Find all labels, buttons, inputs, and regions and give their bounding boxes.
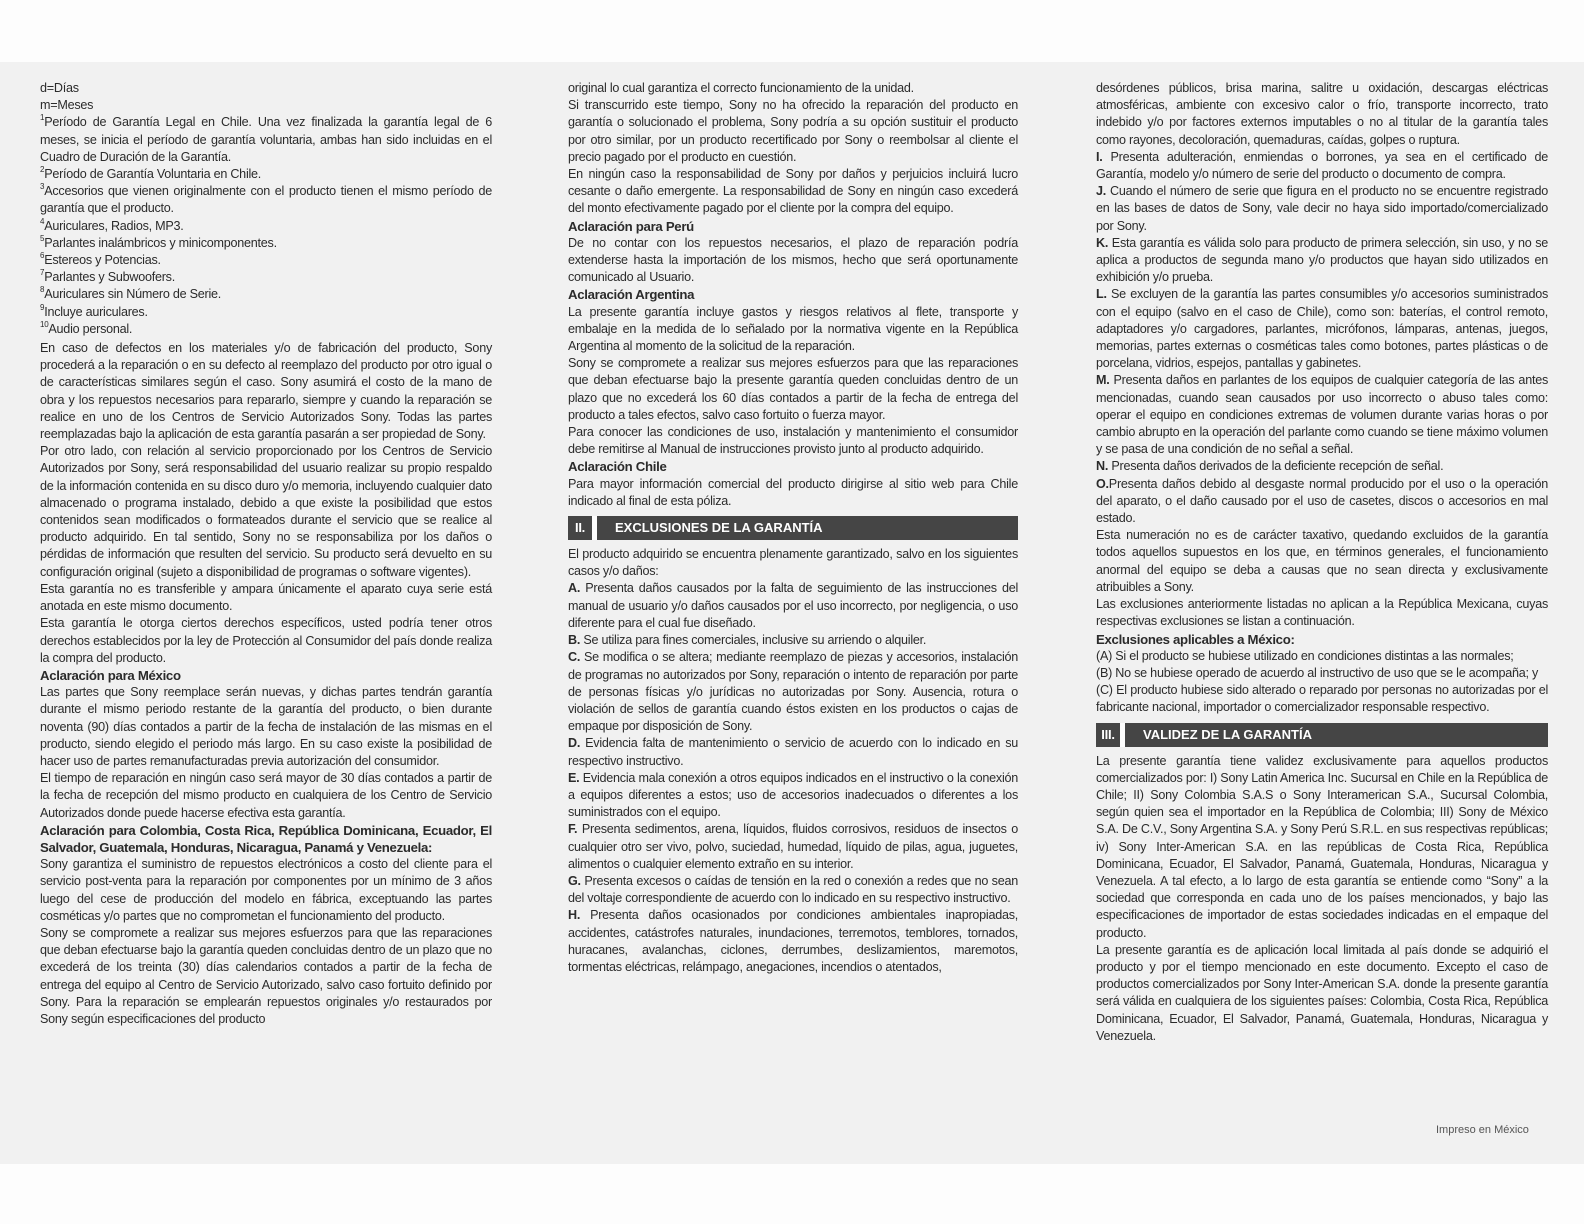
exclusion-item: D. Evidencia falta de mantenimiento o servicio de acuerdo con lo indicado en su respectivo instructivo. [568, 736, 1018, 768]
footnote: $^8$Auriculares sin Número de Serie. [40, 285, 221, 302]
column-2 [568, 80, 1018, 976]
exclusion-item: E. Evidencia mala conexión a otros equipos indicados en el instructivo o la conexión a equipos diferentes a estos; uso de accesorios inadecuados o diferentes a los suministrados con el equipo. [568, 770, 1019, 820]
column-3 [1096, 80, 1548, 1045]
paragraph-non-exhaustive: Esta numeración no es de carácter taxativo, quedando excluidos de la garantía todos aquellos supuestos en los que, en términos generales, el funcionamiento anormal del equipo se deba a causas que no sean directa y exclusivamente atribuibles a Sony. [1096, 528, 1548, 594]
footnote: $^5$Parlantes inalámbricos y minicomponentes. [40, 233, 277, 250]
exclusion-item: N. Presenta daños derivados de la deficiente recepción de señal. [1096, 459, 1444, 474]
heading-mexico: Aclaración para México [40, 667, 181, 683]
paragraph-backup: Por otro lado, con relación al servicio proporcionado por los Centros de Servicio Autorizados por Sony, será responsabilidad del usuario realizar su propio respaldo de la información contenida en su disco duro y/o memoria, incluyendo cualquier dato almacenado o programa instalado, debido a que existe la posibilidad que estos contenidos sean modificados o formateados durante el servicio que se realice al producto adquirido. En tal sentido, Sony no se responsabiliza por los daños o pérdidas de información que resulten del servicio. Su producto será devuelto en su configuración original (sujeto a disponibilidad de programas o software vigentes). [40, 444, 492, 579]
footnote: $^6$Estereos y Potencias. [40, 251, 161, 268]
heading-mexico-exclusions: Exclusiones aplicables a México: [1096, 631, 1295, 647]
paragraph-argentina-manual: Para conocer las condiciones de uso, instalación y mantenimiento el consumidor debe remitirse al Manual de instrucciones provisto junto al producto adquirido. [568, 425, 1018, 457]
footnote-list [40, 114, 492, 338]
footnote: $^9$Incluye auriculares. [40, 302, 148, 319]
exclusion-item: B. Se utiliza para fines comerciales, inclusive su arriendo o alquiler. [568, 633, 927, 648]
paragraph-continued: desórdenes públicos, brisa marina, salitre u oxidación, descargas eléctricas atmosféricas, ambiente con excesivo calor o frío, transporte incorrecto, trato indebido y/o por factores externos imputables o no al titular de la garantía tales como rayones, decoloración, quemaduras, caídas, golpes o ruptura. [1096, 81, 1548, 147]
heading-chile: Aclaración Chile [568, 459, 667, 475]
paragraph-argentina-repair: Sony se compromete a realizar sus mejores esfuerzos para que las reparaciones que deban efectuarse bajo la presente garantía queden concluidas dentro de un plazo que no excederá los 60 días contados a partir de la fecha de entrega del producto a tales efectos, salvo caso fortuito o fuerza mayor. [568, 356, 1018, 422]
paragraph-transfer: Esta garantía no es transferible y ampara únicamente el aparato cuya serie está anotada en este mismo documento. [40, 581, 492, 614]
mexico-exclusion-item: (C) El producto hubiese sido alterado o reparado por personas no autorizadas por el fabricante nacional, importador o comercializador responsable respectivo. [1096, 683, 1548, 715]
section-title: VALIDEZ DE LA GARANTÍA [1125, 723, 1548, 747]
mexico-exclusion-item: (A) Si el producto se hubiese utilizado en condiciones distintas a las normales; [1096, 648, 1514, 663]
footnote: $^7$Parlantes y Subwoofers. [40, 268, 175, 285]
paragraph-local-scope: La presente garantía es de aplicación local limitada al país donde se adquirió el producto y por el tiempo mencionado en este documento. Excepto el caso de productos comercializados por Sony Inter-American S.A. donde la presente garantía será válida en cualquiera de los siguientes países: Colombia, Costa Rica, República Dominicana, Ecuador, El Salvador, Panamá, Guatemala, Honduras, Nicaragua y Venezuela. [1096, 942, 1548, 1043]
footnote: $^3$Accesorios que vienen originalmente con el producto tienen el mismo período de garantía que el producto. [40, 182, 492, 216]
paragraph-substitution: Si transcurrido este tiempo, Sony no ha ofrecido la reparación del producto en garantía o solucionado el problema, Sony podría a su opción sustituir el producto por otro similar, por un producto recertificado por Sony o reembolsar al cliente el precio pagado por el producto en cuestión. [568, 98, 1018, 164]
paragraph-peru: De no contar con los repuestos necesarios, el plazo de reparación podría extenderse hasta la importación de los mismos, hecho que será oportunamente comunicado al Usuario. [568, 235, 1018, 285]
paragraph-latam-parts: Sony garantiza el suministro de repuestos electrónicos a costo del cliente para el servicio post-venta para la reparación por componentes por un mínimo de 3 años luego del cese de producción del modelo en fábrica, exceptuando las partes cosméticas y/o partes que no comprometan el funcionamiento del producto. [40, 857, 492, 923]
exclusion-item: M. Presenta daños en parlantes de los equipos de cualquier categoría de las antes mencionadas, cuando sean causados por uso incorrecto o abuso tales como: operar el equipo en condiciones extremas de volumen durante varias horas o por cambio abrupto en la operación del parlante como cuando se tiene máximo volumen y se pasa de una condición de no señal a señal. [1096, 373, 1548, 457]
section-header-exclusions [568, 516, 1018, 540]
section-number: II. [568, 516, 592, 540]
mexico-exclusion-item: (B) No se hubiese operado de acuerdo al instructivo de uso que se le acompaña; y [1096, 665, 1539, 680]
exclusion-item: H. Presenta daños ocasionados por condiciones ambientales inapropiadas, accidentes, catástrofes naturales, inundaciones, terremotos, temblores, tornados, huracanes, avalanchas, ciclones, derrumbes, deslizamientos, maremotos, tormentas eléctricas, relámpago, anegaciones, incendios o atentados, [568, 908, 1019, 974]
paragraph-liability: En ningún caso la responsabilidad de Sony por daños y perjuicios incluirá lucro cesante o daño emergente. La responsabilidad de Sony en ningún caso excederá del monto efectivamente pagado por el cliente por la compra del equipo. [568, 167, 1018, 216]
section-number: III. [1096, 723, 1120, 747]
footnote: $^{10}$Audio personal. [40, 319, 133, 336]
paragraph-mexico-time: El tiempo de reparación en ningún caso será mayor de 30 días contados a partir de la fecha de recepción del mismo producto en cualquiera de los Centro de Servicio Autorizados donde puede hacerse efectiva esta garantía. [40, 771, 492, 820]
footnote: $^1$Período de Garantía Legal en Chile. Una vez finalizada la garantía legal de 6 meses, se inicia el período de garantía voluntaria, ambas han sido incluidas en el Cuadro de Duración de la Garantía. [40, 113, 492, 164]
footnote: $^2$Período de Garantía Voluntaria en Chile. [40, 165, 262, 182]
paragraph-validity: La presente garantía tiene validez exclusivamente para aquellos productos comercializados por: I) Sony Latin America Inc. Sucursal en Chile en la República de Chile; II) Sony Colombia S.A.S o Sony Interamerican S.A., Sucursal Colombia, según quien sea el importador en la República de Colombia; III) Sony de México S.A. De C.V., Sony Argentina S.A. y Sony Perú S.R.L. en sus respectivas repúblicas; iv) Sony Inter-American S.A. en las repúblicas de Costa Rica, República Dominicana, Ecuador, El Salvador, Panamá, Guatemala, Honduras, Nicaragua y Venezuela. A tal efecto, a lo largo de esta garantía se entiende como “Sony” a la sociedad que corresponda en cada uno de los países mencionados, y bajo las especificaciones de importador de estas sociedades indicadas en el empaque del producto. [1096, 753, 1548, 940]
exclusion-item: K. Esta garantía es válida solo para producto de primera selección, sin uso, y no se aplica a productos de segunda mano y/o productos que hayan sido utilizados en exhibición y/o prueba. [1096, 235, 1548, 285]
section-header-validity [1096, 723, 1548, 747]
exclusion-item: C. Se modifica o se altera; mediante reemplazo de piezas y accesorios, instalación de programas no autorizados por Sony, reparación o intento de reparación por parte de personas físicas y/o jurídicas no autorizadas por Sony. Ausencia, rotura o violación de sellos de garantía cuando éstos existen en los productos o cajas de empaque por disposición de Sony. [568, 650, 1018, 734]
exclusion-item: A. Presenta daños causados por la falta de seguimiento de las instrucciones del manual de usuario y/o daños causados por el uso incorrecto, por negligencia, o uso diferente para el cual fue diseñado. [568, 581, 1019, 630]
footnote: $^4$Auriculares, Radios, MP3. [40, 216, 184, 233]
paragraph-original: original lo cual garantiza el correcto funcionamiento de la unidad. [568, 81, 914, 95]
section-title: EXCLUSIONES DE LA GARANTÍA [597, 516, 1018, 540]
paragraph-argentina-costs: La presente garantía incluye gastos y riesgos relativos al flete, transporte y embalaje en la medida de lo señalado por la normativa vigente en la República Argentina al momento de la solicitud de la reparación. [568, 304, 1018, 354]
legend-days: d=Días [40, 81, 79, 95]
paragraph-mexico-exception: Las exclusiones anteriormente listadas no aplican a la República Mexicana, cuyas respectivas exclusiones se listan a continuación. [1096, 597, 1548, 629]
column-1 [40, 80, 492, 1028]
paragraph-latam-repair: Sony se compromete a realizar sus mejores esfuerzos para que las reparaciones que deban efectuarse bajo la garantía queden concluidas dentro de un plazo que no excederá de los treinta (30) días calendarios contados a partir de la fecha de entrega del equipo al Centro de Servicio Autorizado, salvo caso fortuito definido por Sony. Para la reparación se emplearán repuestos originales y/o restaurados por Sony según especificaciones del producto [40, 925, 492, 1026]
printed-in-label: Impreso en México [1436, 1124, 1529, 1136]
exclusion-item: L. Se excluyen de la garantía las partes consumibles y/o accesorios suministrados con el equipo (salvo en el caso de Chile), como son: baterías, el control remoto, adaptadores y/o cargadores, parlantes, micrófonos, lámparas, antenas, juegos, memorias, partes externas o cosméticas tales como botones, partes plásticas o de porcelana, vidrios, espejos, pantallas y gabinetes. [1096, 287, 1549, 371]
paragraph-mexico-parts: Las partes que Sony reemplace serán nuevas, y dichas partes tendrán garantía durante el mismo periodo restante de la garantía del producto, o bien durante noventa (90) días contados a partir de la fecha de instalación de las mismas en el producto, siendo elegido el periodo más largo. En su caso existe la posibilidad de hacer uso de partes remanufacturadas previa autorización del consumidor. [40, 685, 492, 768]
heading-argentina: Aclaración Argentina [568, 287, 695, 303]
legend-months: m=Meses [40, 98, 94, 113]
heading-latam: Aclaración para Colombia, Costa Rica, República Dominicana, Ecuador, El Salvador, Guatemala, Honduras, Nicaragua, Panamá y Venezuela: [40, 822, 492, 855]
heading-peru: Aclaración para Perú [568, 218, 694, 234]
paragraph-exclusions-intro: El producto adquirido se encuentra plenamente garantizado, salvo en los siguientes casos y/o daños: [568, 547, 1018, 579]
exclusion-item: J. Cuando el número de serie que figura en el producto no se encuentre registrado en las bases de datos de Sony, vale decir no haya sido importado/comercializado por Sony. [1096, 184, 1548, 233]
exclusion-item: I. Presenta adulteración, enmiendas o borrones, ya sea en el certificado de Garantía, modelo y/o número de serie del producto o documento de compra. [1096, 149, 1549, 182]
exclusion-item: F. Presenta sedimentos, arena, líquidos, fluidos corrosivos, residuos de insectos o cualquier otro ser vivo, polvo, suciedad, humedad, líquido de pilas, agua, juguetes, alimentos o cualquier elemento extraño en su interior. [568, 822, 1019, 871]
exclusion-item: G. Presenta excesos o caídas de tensión en la red o conexión a redes que no sean del voltaje correspondiente de acuerdo con lo indicado en su respectivo instructivo. [568, 873, 1018, 906]
exclusion-item: O.Presenta daños debido al desgaste normal producido por el uso o la operación del aparato, o el daño causado por el uso de casetes, discos o accesorios en mal estado. [1096, 476, 1548, 526]
paragraph-defects: En caso de defectos en los materiales y/o de fabricación del producto, Sony procederá a la reparación o en su defecto al reemplazo del producto por otro igual o de características similares según el caso. Sony asumirá el costo de la mano de obra y los repuestos necesarios para repararlo, siempre y cuando la reparación se realice en uno de los Centros de Servicio Autorizados Sony. Todas las partes reemplazadas bajo la aplicación de esta garantía pasarán a ser propiedad de Sony. [40, 341, 492, 442]
paragraph-chile: Para mayor información comercial del producto dirigirse al sitio web para Chile indicado al final de esta póliza. [568, 476, 1018, 508]
paragraph-rights: Esta garantía le otorga ciertos derechos específicos, usted podría tener otros derechos establecidos por la ley de Protección al Consumidor del país donde realiza la compra del producto. [40, 616, 492, 665]
